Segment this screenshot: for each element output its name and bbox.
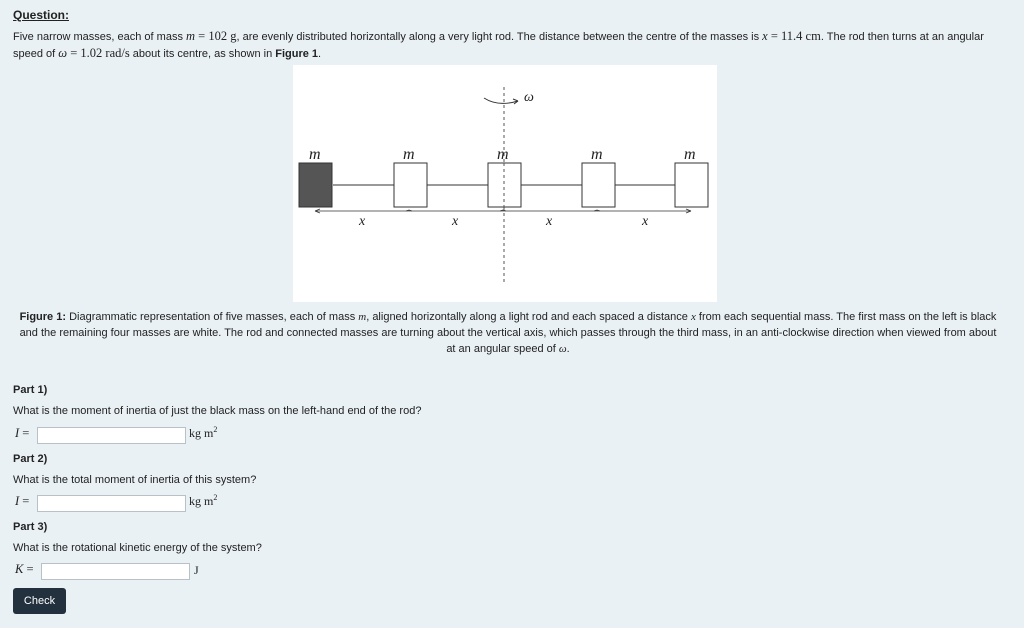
- part-2-label: I =: [15, 494, 30, 508]
- rotation-arrow: [484, 98, 518, 103]
- part-2-title: Part 2): [13, 453, 48, 465]
- mass-1-black: [299, 163, 332, 207]
- mass-4: [582, 163, 615, 207]
- mass-label-5: m: [684, 146, 696, 163]
- part-2-question: What is the total moment of inertia of this system?: [13, 474, 257, 486]
- part-1-question: What is the moment of inertia of just the black mass on the left-hand end of the rod?: [13, 405, 422, 417]
- figure-1: [293, 65, 717, 302]
- part-1-unit: kg $m^2$: [189, 425, 218, 440]
- spacing-label-4: x: [642, 214, 649, 229]
- mass-label-4: m: [591, 146, 603, 163]
- spacing-label-1: x: [359, 214, 366, 229]
- question-text: Five narrow masses, each of mass m = 102 g, are evenly distributed horizontally along a very light rod. The distance between the centre of the masses is x = 11.4 cm. The rod then turns at an angular speed of ω = 1.02 rad/s about its centre, as shown in Figure 1.: [13, 29, 984, 60]
- mass-5: [675, 163, 708, 207]
- part-3-input[interactable]: [41, 563, 190, 580]
- distance-value: 11.4 cm: [781, 29, 821, 43]
- part-3-unit: J: [194, 563, 199, 577]
- spacing-label-2: x: [452, 214, 459, 229]
- mass-2: [394, 163, 427, 207]
- part-1-input[interactable]: [37, 427, 186, 444]
- mass-label-3: m: [497, 146, 509, 163]
- figure-reference: Figure 1: [275, 48, 319, 60]
- part-1-title: Part 1): [13, 384, 48, 396]
- check-button[interactable]: Check: [13, 588, 66, 614]
- part-2-input[interactable]: [37, 495, 186, 512]
- mass-label-1: m: [309, 146, 321, 163]
- omega-label: ω: [524, 90, 534, 105]
- spacing-label-3: x: [546, 214, 553, 229]
- mass-label-2: m: [403, 146, 415, 163]
- part-1-label: I =: [15, 426, 30, 440]
- mass-value: 102 g: [208, 29, 237, 43]
- angular-speed-value: 1.02 rad/s: [80, 46, 130, 60]
- part-3-label: K =: [15, 562, 34, 576]
- figure-caption: Figure 1: Diagrammatic representation of five masses, each of mass m, aligned horizontally along a light rod and each spaced a distance x from each sequential mass. The first mass on the left is black and the remaining four masses are white. The rod and connected masses are turning about the vertical axis, which passes through the third mass, in an anti-clockwise direction when viewed from about at an angular speed of ω.: [19, 311, 997, 355]
- part-3-title: Part 3): [13, 521, 48, 533]
- part-3-question: What is the rotational kinetic energy of the system?: [13, 542, 262, 554]
- figure-diagram: [293, 65, 717, 302]
- part-2-unit: kg $m^2$: [189, 493, 218, 508]
- question-heading: Question:: [13, 8, 69, 22]
